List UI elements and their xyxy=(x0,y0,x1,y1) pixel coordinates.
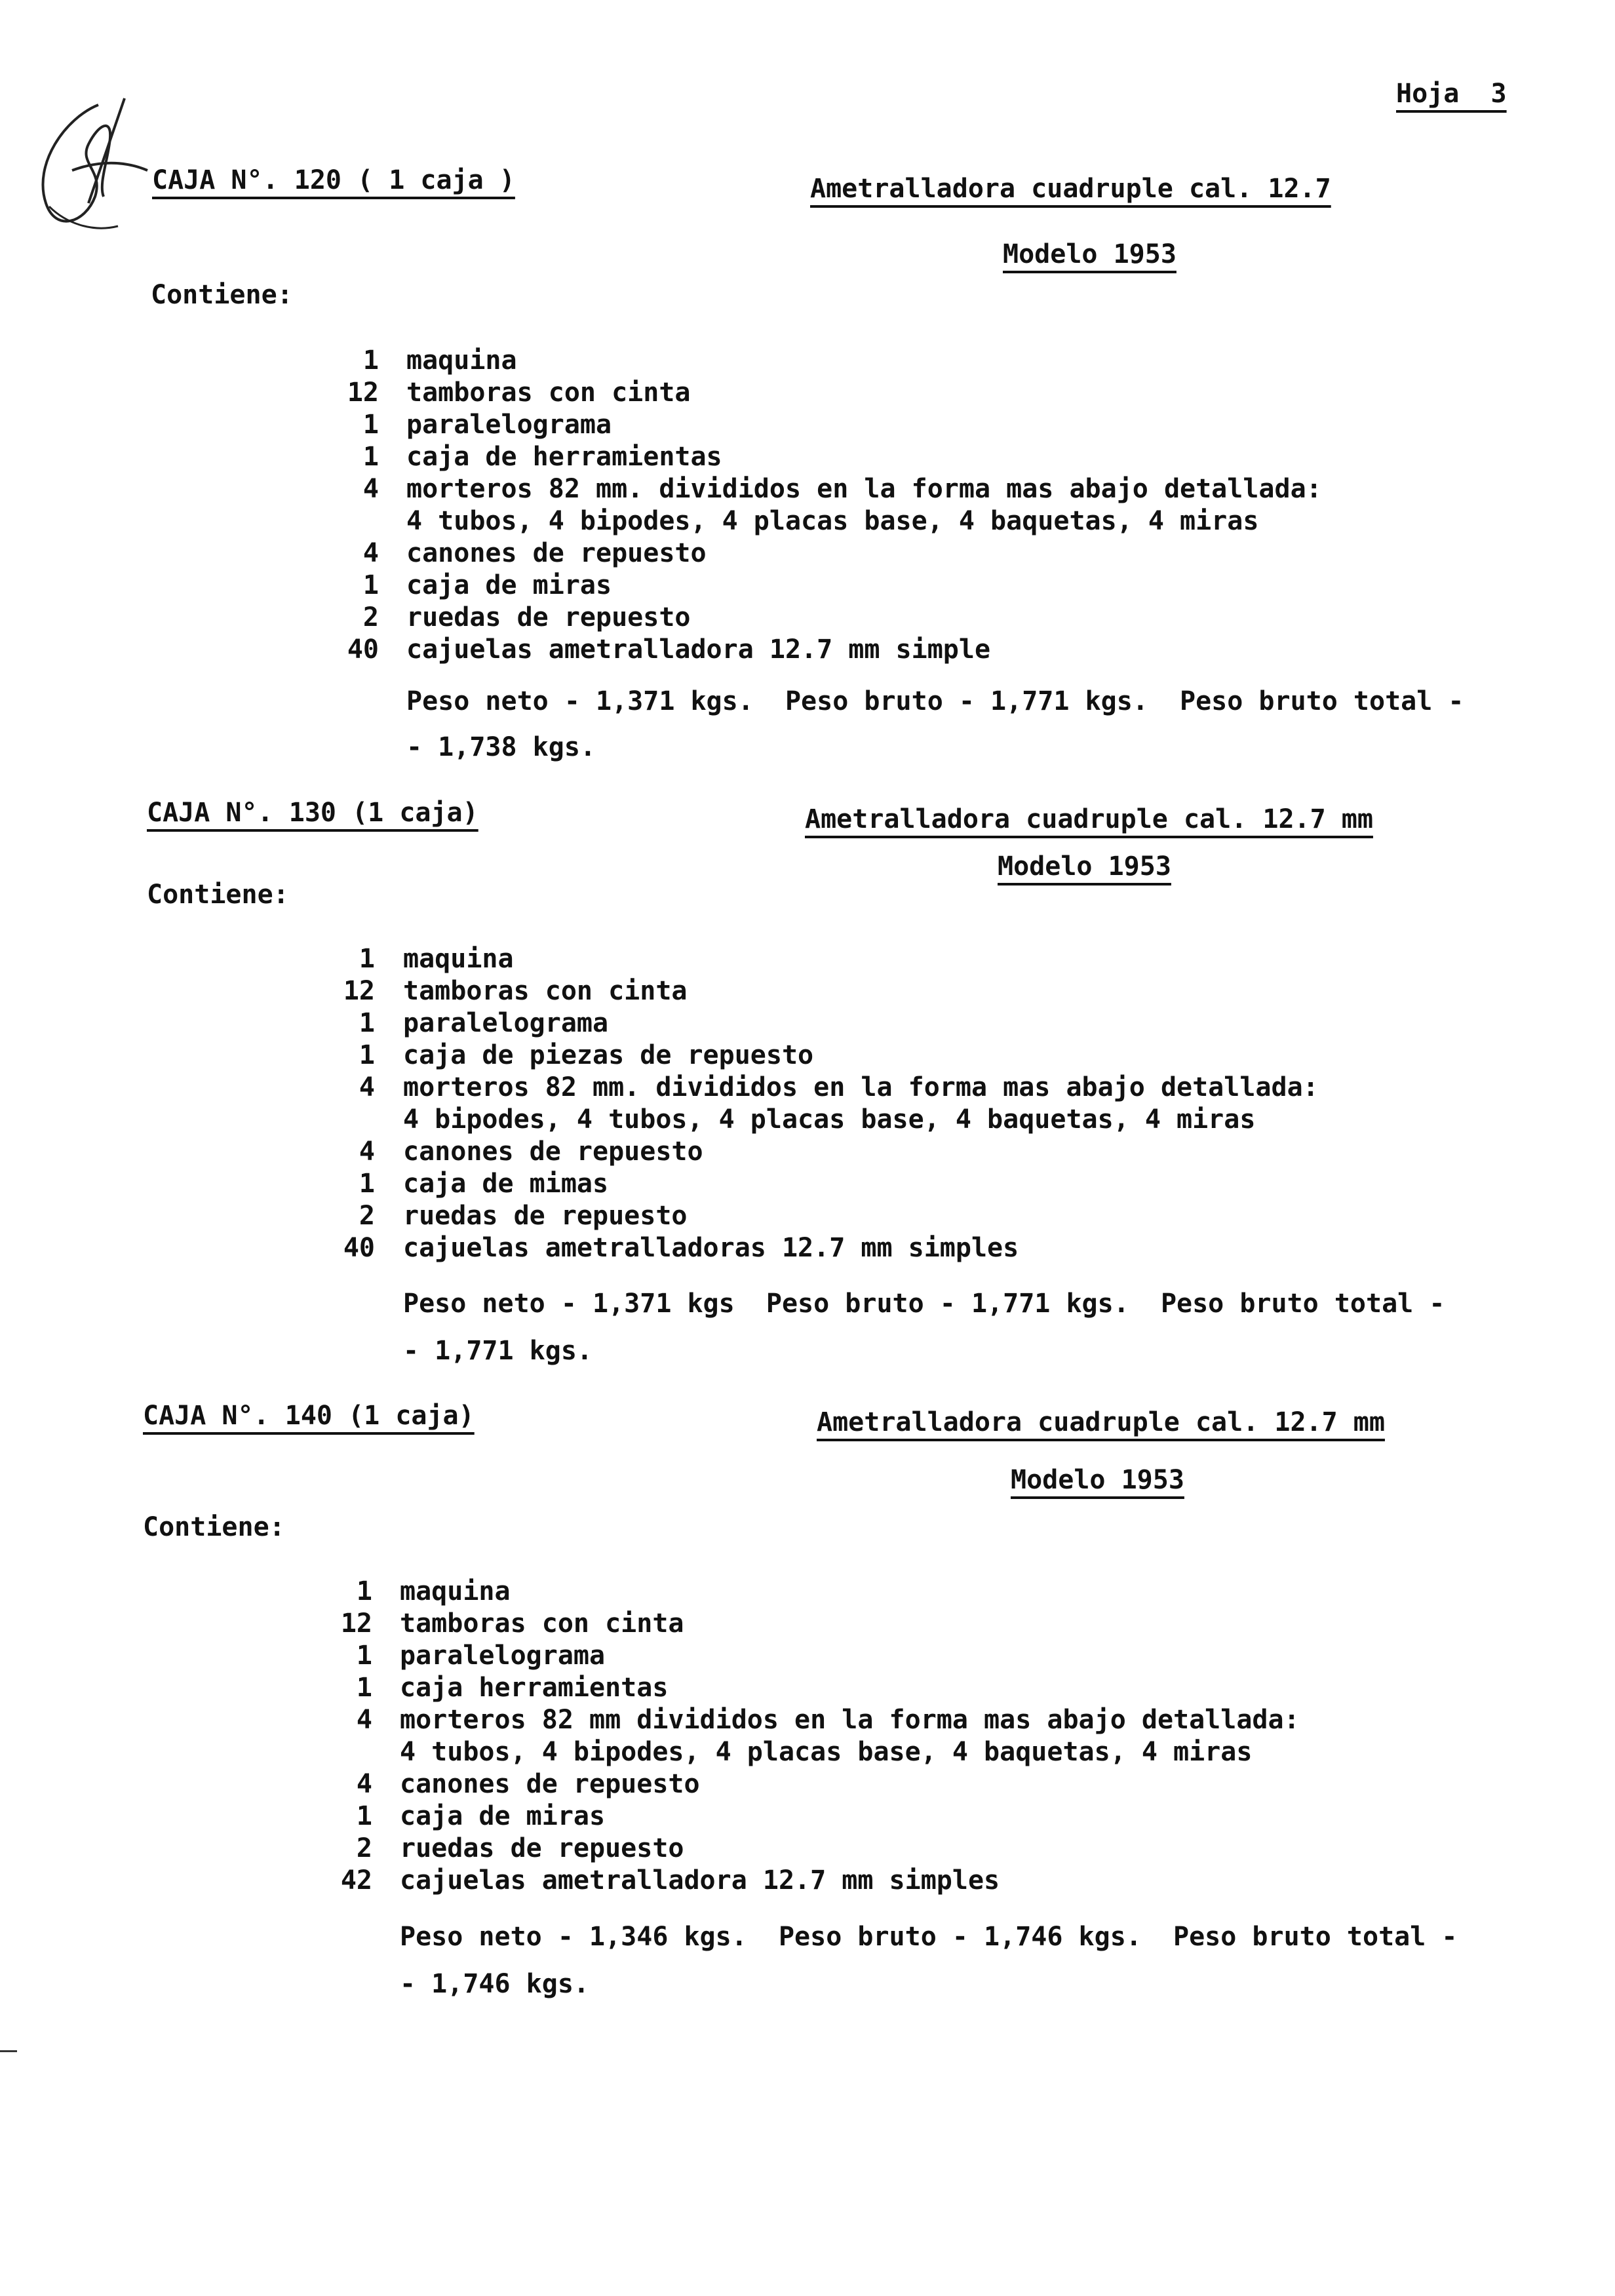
item-desc: caja de mimas xyxy=(403,1169,609,1199)
item-desc: caja de miras xyxy=(400,1801,606,1831)
weights-total: - 1,746 kgs. xyxy=(400,1969,589,1999)
item-desc: 4 bipodes, 4 tubos, 4 placas base, 4 baquetas, 4 miras xyxy=(403,1104,1256,1135)
item-qty: 40 xyxy=(343,1233,375,1263)
item-desc: cajuelas ametralladoras 12.7 mm simples xyxy=(403,1233,1019,1263)
page-label: Hoja 3 xyxy=(1396,79,1507,109)
item-qty: 1 xyxy=(362,410,379,440)
box-number: CAJA N°. 140 (1 caja) xyxy=(143,1401,475,1431)
weights-total: - 1,771 kgs. xyxy=(403,1336,593,1366)
item-qty: 1 xyxy=(356,1641,372,1671)
item-desc: morteros 82 mm. divididos en la forma mas abajo detallada: xyxy=(403,1072,1319,1102)
item-qty: 2 xyxy=(359,1201,375,1231)
model-label: Modelo 1953 xyxy=(998,851,1171,882)
item-qty: 4 xyxy=(359,1137,375,1167)
item-desc: canones de repuesto xyxy=(400,1769,700,1799)
item-qty: 12 xyxy=(347,378,379,408)
item-desc: tamboras con cinta xyxy=(403,976,688,1006)
item-desc: ruedas de repuesto xyxy=(403,1201,688,1231)
item-qty: 1 xyxy=(362,345,379,376)
item-qty: 2 xyxy=(356,1833,372,1863)
item-qty: 12 xyxy=(340,1608,372,1639)
item-desc: tamboras con cinta xyxy=(400,1608,684,1639)
item-desc: paralelograma xyxy=(403,1008,609,1038)
section-title: Ametralladora cuadruple cal. 12.7 mm xyxy=(817,1407,1385,1437)
item-desc: caja herramientas xyxy=(400,1673,669,1703)
item-desc: maquina xyxy=(403,944,514,974)
item-desc: ruedas de repuesto xyxy=(406,602,691,632)
weights-line: Peso neto - 1,371 kgs. Peso bruto - 1,771 kgs. Peso bruto total - xyxy=(406,686,1464,716)
section-title: Ametralladora cuadruple cal. 12.7 mm xyxy=(805,804,1373,834)
item-qty: 1 xyxy=(359,1040,375,1070)
contains-label: Contiene: xyxy=(147,880,289,910)
box-number: CAJA N°. 120 ( 1 caja ) xyxy=(152,165,515,195)
item-qty: 4 xyxy=(359,1072,375,1102)
model-label: Modelo 1953 xyxy=(1003,239,1177,269)
item-desc: tamboras con cinta xyxy=(406,378,691,408)
item-desc: cajuelas ametralladora 12.7 mm simple xyxy=(406,634,991,665)
item-qty: 42 xyxy=(340,1865,372,1896)
item-desc: morteros 82 mm divididos en la forma mas abajo detallada: xyxy=(400,1705,1300,1735)
item-desc: canones de repuesto xyxy=(406,538,707,568)
item-qty: 1 xyxy=(359,944,375,974)
weights-total: - 1,738 kgs. xyxy=(406,732,596,762)
item-qty: 4 xyxy=(356,1769,372,1799)
item-desc: 4 tubos, 4 bipodes, 4 placas base, 4 baquetas, 4 miras xyxy=(406,506,1259,536)
item-qty: 40 xyxy=(347,634,379,665)
item-qty: 1 xyxy=(362,570,379,600)
item-desc: morteros 82 mm. divididos en la forma mas abajo detallada: xyxy=(406,474,1322,504)
model-label: Modelo 1953 xyxy=(1011,1465,1184,1495)
item-desc: caja de piezas de repuesto xyxy=(403,1040,814,1070)
item-desc: maquina xyxy=(406,345,517,376)
item-qty: 1 xyxy=(356,1801,372,1831)
margin-mark xyxy=(0,2050,17,2052)
contains-label: Contiene: xyxy=(151,280,293,310)
item-qty: 1 xyxy=(356,1576,372,1606)
item-desc: caja de herramientas xyxy=(406,442,722,472)
item-desc: paralelograma xyxy=(400,1641,606,1671)
weights-line: Peso neto - 1,371 kgs Peso bruto - 1,771 kgs. Peso bruto total - xyxy=(403,1289,1445,1319)
section-title: Ametralladora cuadruple cal. 12.7 xyxy=(810,174,1331,204)
item-qty: 1 xyxy=(356,1673,372,1703)
item-desc: cajuelas ametralladora 12.7 mm simples xyxy=(400,1865,1000,1896)
item-qty: 1 xyxy=(359,1008,375,1038)
weights-line: Peso neto - 1,346 kgs. Peso bruto - 1,746 kgs. Peso bruto total - xyxy=(400,1922,1458,1952)
item-qty: 4 xyxy=(362,474,379,504)
item-qty: 12 xyxy=(343,976,375,1006)
item-qty: 2 xyxy=(362,602,379,632)
item-desc: ruedas de repuesto xyxy=(400,1833,684,1863)
item-qty: 4 xyxy=(362,538,379,568)
signature-mark xyxy=(26,92,164,243)
item-desc: maquina xyxy=(400,1576,511,1606)
box-number: CAJA N°. 130 (1 caja) xyxy=(147,798,478,828)
item-qty: 1 xyxy=(362,442,379,472)
item-qty: 4 xyxy=(356,1705,372,1735)
contains-label: Contiene: xyxy=(143,1512,285,1542)
item-qty: 1 xyxy=(359,1169,375,1199)
item-desc: paralelograma xyxy=(406,410,612,440)
item-desc: canones de repuesto xyxy=(403,1137,703,1167)
item-desc: caja de miras xyxy=(406,570,612,600)
item-desc: 4 tubos, 4 bipodes, 4 placas base, 4 baquetas, 4 miras xyxy=(400,1737,1253,1767)
